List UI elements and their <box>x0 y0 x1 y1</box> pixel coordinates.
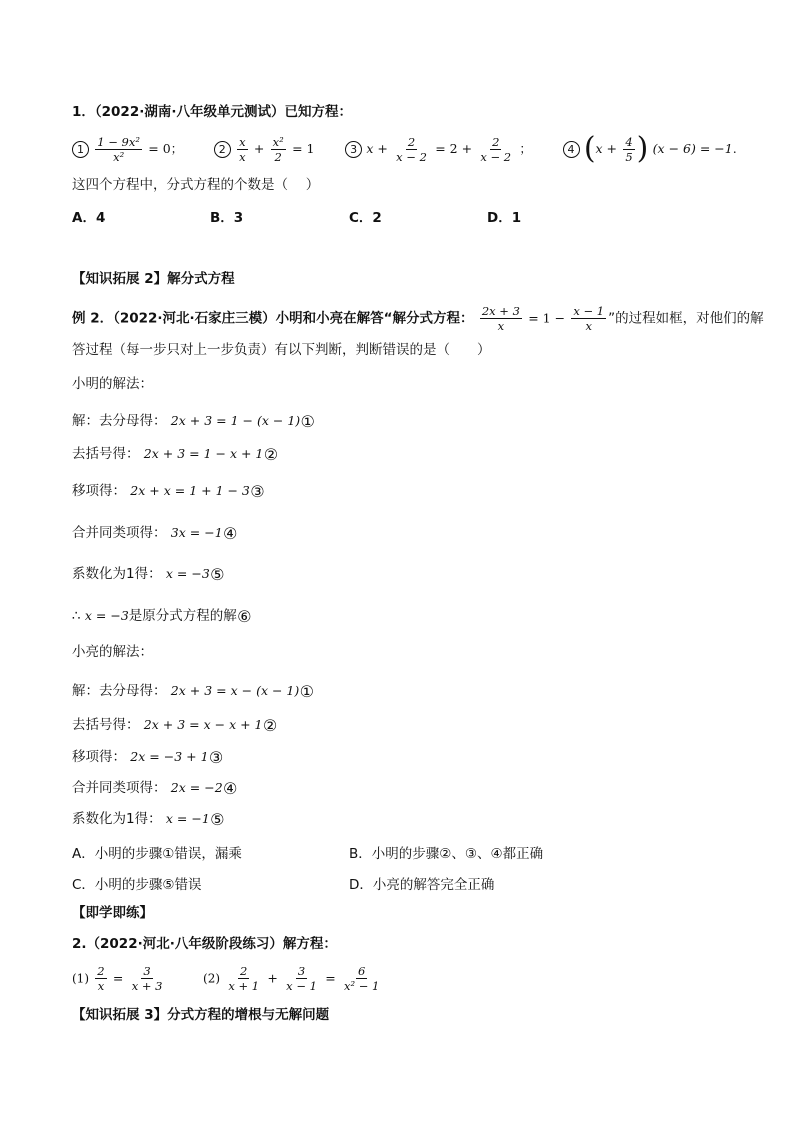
ext2-title: 【知识拓展 2】解分式方程 <box>72 271 235 287</box>
part-1-label: (1) <box>72 971 89 986</box>
q1-equations: 1 $\frac{\text{1 − 9x²}}{\text{x²}}$ = 0； 2 $\frac{x}{x}$ + $\frac{\text{x²}}{2}$ = 1 3 x + $\frac{2}{x - 2}$ = 2 + $\frac{2}{x - 2}$ ； 4 (x + $\frac{4}{5}$ ) (x − 6) = −1. <box>72 134 737 164</box>
part-2-label: (2) <box>203 971 221 986</box>
circled-4: 4 <box>563 141 580 158</box>
practice-title: 【即学即练】 <box>72 905 153 921</box>
xl-step-4: 合并同类项得： 2x = −2④ <box>72 778 238 798</box>
xm-step-4: 合并同类项得： 3x = −1④ <box>72 523 238 543</box>
q1-option-d[interactable]: D．1 <box>487 210 522 226</box>
xiaoming-title: 小明的解法： <box>72 376 153 392</box>
q2-parts: (1) $\frac{2}{x}$ = $\frac{3}{x + 3}$ (2) $\frac{2}{x + 1}$ + $\frac{3}{x - 1}$ = $\frac{6}{\text{x² − 1}}$ <box>72 964 380 993</box>
ex2-option-b[interactable]: B．小明的步骤②、③、④都正确 <box>349 846 544 862</box>
xl-step-3: 移项得： 2x = −3 + 1③ <box>72 747 224 767</box>
ex2-option-c[interactable]: C．小明的步骤⑤错误 <box>72 877 202 893</box>
circled-3: 3 <box>345 141 362 158</box>
q1-option-a[interactable]: A．4 <box>72 210 106 226</box>
q1-question: 这四个方程中，分式方程的个数是（ ） <box>72 177 320 193</box>
circled-1: 1 <box>72 141 89 158</box>
xm-step-6: ∴ x = −3是原分式方程的解⑥ <box>72 606 252 626</box>
example2-line2: 答过程（每一步只对上一步负责）有以下判断，判断错误的是（ ） <box>72 342 491 358</box>
xl-step-1: 解：去分母得： 2x + 3 = x − (x − 1)① <box>72 681 314 701</box>
xm-step-2: 去括号得： 2x + 3 = 1 − x + 1② <box>72 444 279 464</box>
xm-step-3: 移项得： 2x + x = 1 + 1 − 3③ <box>72 481 265 501</box>
q1-option-b[interactable]: B．3 <box>210 210 244 226</box>
ex2-option-d[interactable]: D．小亮的解答完全正确 <box>349 877 495 893</box>
q1-header: 1．（2022·湖南·八年级单元测试）已知方程： <box>72 104 352 120</box>
xm-step-1: 解：去分母得： 2x + 3 = 1 − (x − 1)① <box>72 411 315 431</box>
xl-step-2: 去括号得： 2x + 3 = x − x + 1② <box>72 715 278 735</box>
eq1-fraction: $\frac{\text{1 − 9x²}}{\text{x²}}$ <box>97 134 140 164</box>
xl-step-5: 系数化为1得： x = −1⑤ <box>72 809 225 829</box>
ex2-option-a[interactable]: A．小明的步骤①错误，漏乘 <box>72 846 242 862</box>
xm-step-5: 系数化为1得： x = −3⑤ <box>72 564 225 584</box>
ext3-title: 【知识拓展 3】分式方程的增根与无解问题 <box>72 1007 330 1023</box>
q1-option-c[interactable]: C．2 <box>349 210 382 226</box>
xiaoliang-title: 小亮的解法： <box>72 644 153 660</box>
circled-2: 2 <box>214 141 231 158</box>
example2-line1: 例 2．（2022·河北·石家庄三模）小明和小亮在解答“解分式方程： $\frac{2x + 3}{x}$ = 1 − $\frac{x - 1}{x}$ ”的过程如框，对他们的解 <box>72 304 764 333</box>
q2-header: 2.（2022·河北·八年级阶段练习）解方程： <box>72 936 337 952</box>
